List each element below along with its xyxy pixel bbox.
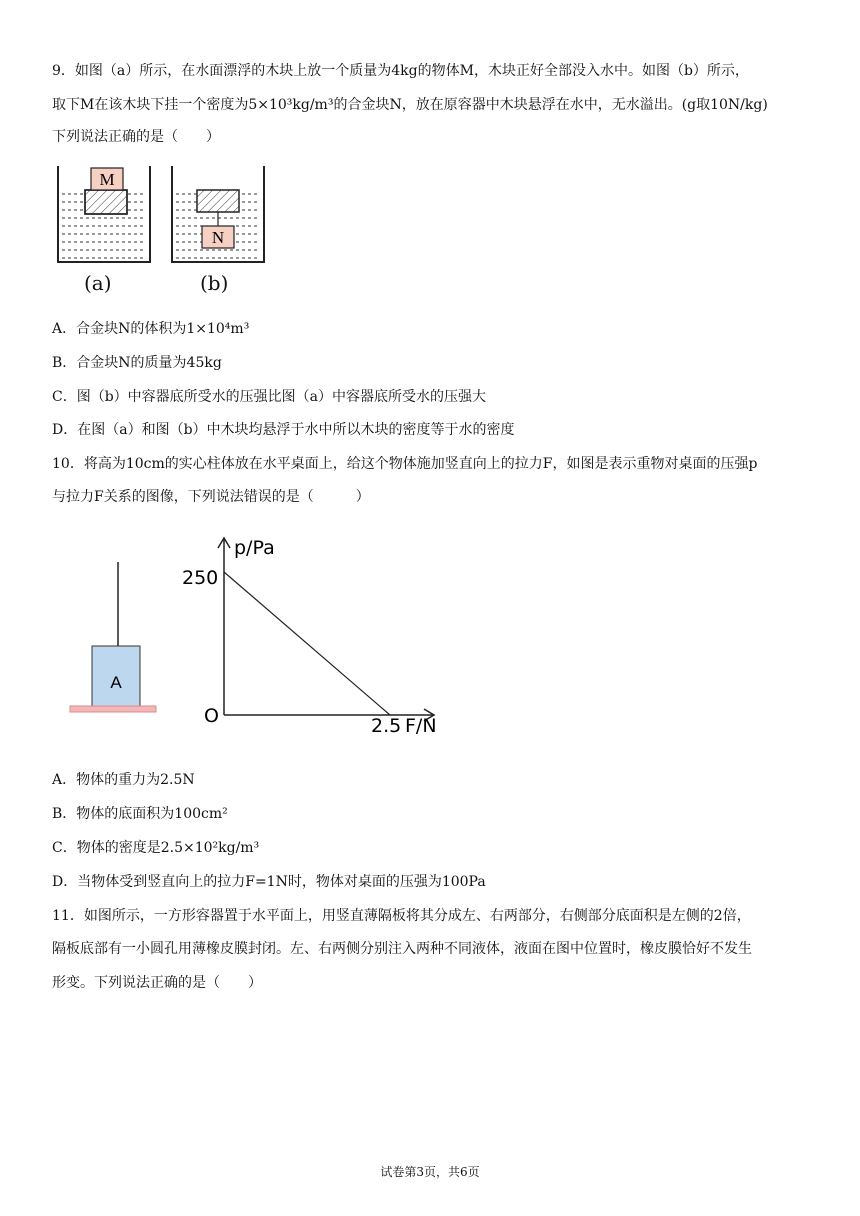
x-axis bbox=[224, 709, 434, 721]
q10-table-surface bbox=[70, 706, 156, 712]
q9-wood-block-b bbox=[197, 190, 239, 212]
q9-option-c: C．图（b）中容器底所受水的压强比图（a）中容器底所受水的压强大 bbox=[52, 389, 487, 405]
q11-line-3: 形变。下列说法正确的是（ ） bbox=[52, 975, 262, 991]
q9-line-2: 取下M在该木块下挂一个密度为5×10³kg/m³的合金块N，放在原容器中木块悬浮在水中，无水溢出。(g取10N/kg) bbox=[52, 97, 768, 113]
q10-block-label: A bbox=[110, 673, 122, 692]
q9-option-a: A．合金块N的体积为1×10⁴m³ bbox=[52, 321, 250, 337]
q10-option-b: B．物体的底面积为100cm² bbox=[52, 806, 228, 822]
q11-line-2: 隔板底部有一小圆孔用薄橡皮膜封闭。左、右两侧分别注入两种不同液体，液面在图中位置时，橡皮膜恰好不发生 bbox=[52, 941, 752, 957]
q9-figure-a bbox=[52, 160, 156, 268]
q9-line-3: 下列说法正确的是（ ） bbox=[52, 129, 220, 145]
x-tick-label: 2.5 bbox=[371, 715, 402, 737]
q10-option-a: A．物体的重力为2.5N bbox=[52, 772, 195, 788]
q9-label-m: M bbox=[99, 170, 115, 189]
q9-line-1: 9．如图（a）所示，在水面漂浮的木块上放一个质量为4kg的物体M，木块正好全部没入水中。如图（b）所示， bbox=[52, 63, 749, 79]
q9-label-n: N bbox=[211, 228, 225, 247]
q10-option-c: C．物体的密度是2.5×10²kg/m³ bbox=[52, 840, 260, 856]
q10-block-figure bbox=[66, 560, 162, 716]
q10-option-d: D．当物体受到竖直向上的拉力F=1N时，物体对桌面的压强为100Pa bbox=[52, 874, 486, 890]
q10-line-2: 与拉力F关系的图像，下列说法错误的是（ ） bbox=[52, 489, 370, 505]
q9-option-d: D．在图（a）和图（b）中木块均悬浮于水中所以木块的密度等于水的密度 bbox=[52, 422, 515, 438]
q10-line-1: 10．将高为10cm的实心柱体放在水平桌面上，给这个物体施加竖直向上的拉力F，如图是表示重物对桌面的压强p bbox=[52, 456, 758, 472]
q9-figure-b bbox=[166, 160, 270, 268]
q11-line-1: 11．如图所示，一方形容器置于水平面上，用竖直薄隔板将其分成左、右两部分，右侧部分底面积是左侧的2倍， bbox=[52, 908, 751, 924]
y-axis-label: p/Pa bbox=[234, 537, 275, 559]
origin-label: O bbox=[204, 705, 219, 727]
q9-option-b: B．合金块N的质量为45kg bbox=[52, 355, 222, 371]
x-axis-label: F/N bbox=[405, 715, 437, 737]
y-tick-label: 250 bbox=[182, 567, 219, 589]
page-footer: 试卷第3页，共6页 bbox=[380, 1165, 480, 1179]
q10-pressure-graph bbox=[178, 532, 448, 742]
q9-caption-b: (b) bbox=[200, 271, 229, 295]
q9-caption-a: (a) bbox=[84, 271, 112, 295]
series-line bbox=[224, 572, 390, 715]
y-axis bbox=[218, 538, 230, 715]
